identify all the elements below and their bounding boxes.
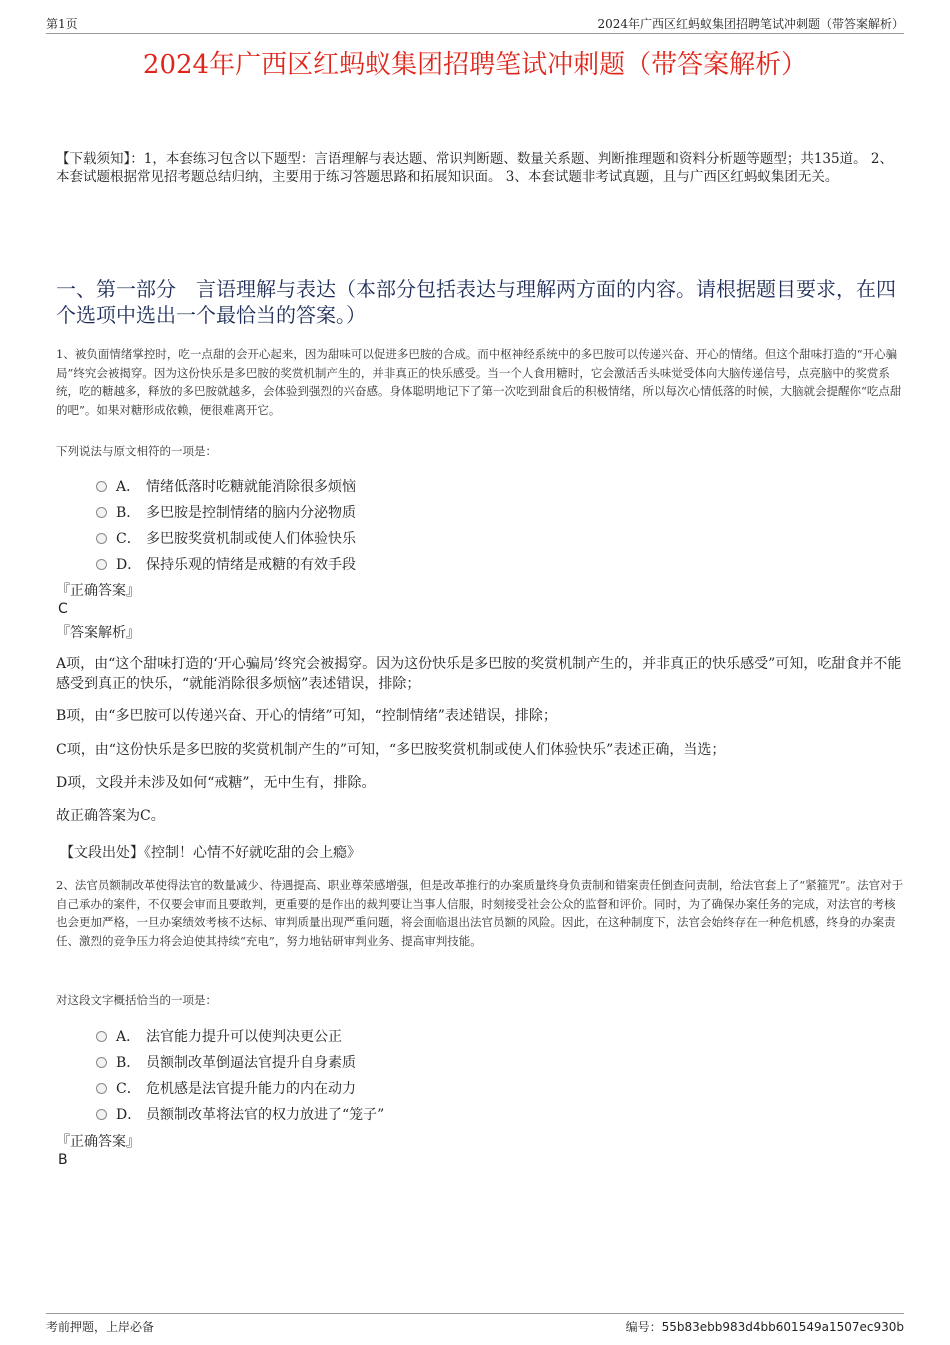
option-d[interactable]: D． 员额制改革将法官的权力放进了“笼子”: [96, 1101, 896, 1127]
passage-source: 【文段出处】《控制！心情不好就吃甜的会上瘾》: [60, 845, 361, 861]
radio-icon[interactable]: [96, 1109, 107, 1120]
option-c[interactable]: C． 多巴胺奖赏机制或使人们体验快乐: [96, 525, 896, 551]
option-a[interactable]: A． 法官能力提升可以使判决更公正: [96, 1023, 896, 1049]
footer-slogan: 考前押题，上岸必备: [46, 1320, 155, 1334]
analysis-conclusion: 故正确答案为C。: [56, 808, 165, 824]
analysis-c: C项，由“这份快乐是多巴胺的奖赏机制产生的”可知，“多巴胺奖赏机制或使人们体验快乐”表述正确，当选；: [56, 742, 726, 758]
option-b[interactable]: B． 多巴胺是控制情绪的脑内分泌物质: [96, 499, 896, 525]
radio-icon[interactable]: [96, 1083, 107, 1094]
option-a[interactable]: A． 情绪低落时吃糖就能消除很多烦恼: [96, 473, 896, 499]
question-2-options: [96, 1023, 896, 1127]
option-d[interactable]: D． 保持乐观的情绪是戒糖的有效手段: [96, 551, 896, 577]
page-header: [46, 13, 904, 34]
radio-icon[interactable]: [96, 559, 107, 570]
question-2-passage: 2、法官员额制改革使得法官的数量减少、待遇提高、职业尊荣感增强，但是改革推行的办案质量终身负责制和错案责任倒查问责制，给法官套上了“紧箍咒”。法官对于自己承办的案件，不仅要会审而且要敢判，更重要的是作出的裁判要让当事人信服，时刻接受社会公众的监督和评价。同时，为了确保办案任务的完成，对法官的考核也会更加严格，一旦办案绩效考核不达标、审判质量出现严重问题，将会面临退出法官员额的风险。因此，在这种制度下，法官会始终存在一种危机感，终身的办案责任、激烈的竞争压力将会迫使其持续“充电”，努力地钻研审判业务、提高审判技能。: [56, 878, 904, 948]
document-title: 2024年广西区红蚂蚁集团招聘笔试冲刺题（带答案解析）: [142, 50, 808, 80]
analysis-tag: 『答案解析』: [56, 625, 140, 641]
question-1-prompt: 下列说法与原文相符的一项是：: [56, 444, 217, 458]
radio-icon[interactable]: [96, 533, 107, 544]
option-c[interactable]: C． 危机感是法官提升能力的内在动力: [96, 1075, 896, 1101]
document-code: 编号：55b83ebb983d4bb601549a1507ec930b: [625, 1320, 904, 1334]
option-b[interactable]: B． 员额制改革倒逼法官提升自身素质: [96, 1049, 896, 1075]
analysis-b: B项，由“多巴胺可以传递兴奋、开心的情绪”可知，“控制情绪”表述错误，排除；: [56, 708, 557, 724]
page-number: 第1页: [46, 17, 78, 31]
download-notice: 【下载须知】：1，本套练习包含以下题型：言语理解与表达题、常识判断题、数量关系题、判断推理题和资料分析题等题型；共135道。 2、本套试题根据常见招考题总结归纳，主要用于练习答题思路和拓展知识面。 3、本套试题非考试真题，且与广西区红蚂蚁集团无关。: [56, 151, 893, 186]
answer-tag: 『正确答案』: [56, 583, 140, 599]
radio-icon[interactable]: [96, 1057, 107, 1068]
page-footer: [46, 1313, 904, 1338]
correct-answer: B: [58, 1152, 68, 1168]
question-1-passage: 1、被负面情绪掌控时，吃一点甜的会开心起来，因为甜味可以促进多巴胺的合成。而中枢神经系统中的多巴胺可以传递兴奋、开心的情绪。但这个甜味打造的“开心骗局”终究会被揭穿。因为这份快乐是多巴胺的奖赏机制产生的，并非真正的快乐感受。当一个人食用糖时，它会激活舌头味觉受体向大脑传递信号，点亮脑中的奖赏系统，吃的糖越多，释放的多巴胺就越多，会体验到强烈的兴奋感。身体聪明地记下了第一次吃到甜食后的积极情绪，所以每次心情低落的时候，大脑就会提醒你“吃点甜的吧”。如果对糖形成依赖，便很难离开它。: [56, 347, 902, 417]
question-1-options: [96, 473, 896, 577]
section-heading: 一、第一部分 言语理解与表达（本部分包括表达与理解两方面的内容。请根据题目要求，在四个选项中选出一个最恰当的答案。）: [56, 277, 896, 327]
header-doc-title: 2024年广西区红蚂蚁集团招聘笔试冲刺题（带答案解析）: [597, 17, 904, 31]
answer-tag: 『正确答案』: [56, 1134, 140, 1150]
analysis-a: A项，由“这个甜味打造的‘开心骗局’终究会被揭穿。因为这份快乐是多巴胺的奖赏机制产生的，并非真正的快乐感受”可知，吃甜食并不能感受到真正的快乐，“就能消除很多烦恼”表述错误，排除；: [56, 656, 902, 692]
radio-icon[interactable]: [96, 507, 107, 518]
radio-icon[interactable]: [96, 1031, 107, 1042]
correct-answer: C: [58, 601, 68, 617]
question-2-prompt: 对这段文字概括恰当的一项是：: [56, 993, 217, 1007]
radio-icon[interactable]: [96, 481, 107, 492]
analysis-d: D项，文段并未涉及如何“戒糖”，无中生有，排除。: [56, 775, 376, 791]
